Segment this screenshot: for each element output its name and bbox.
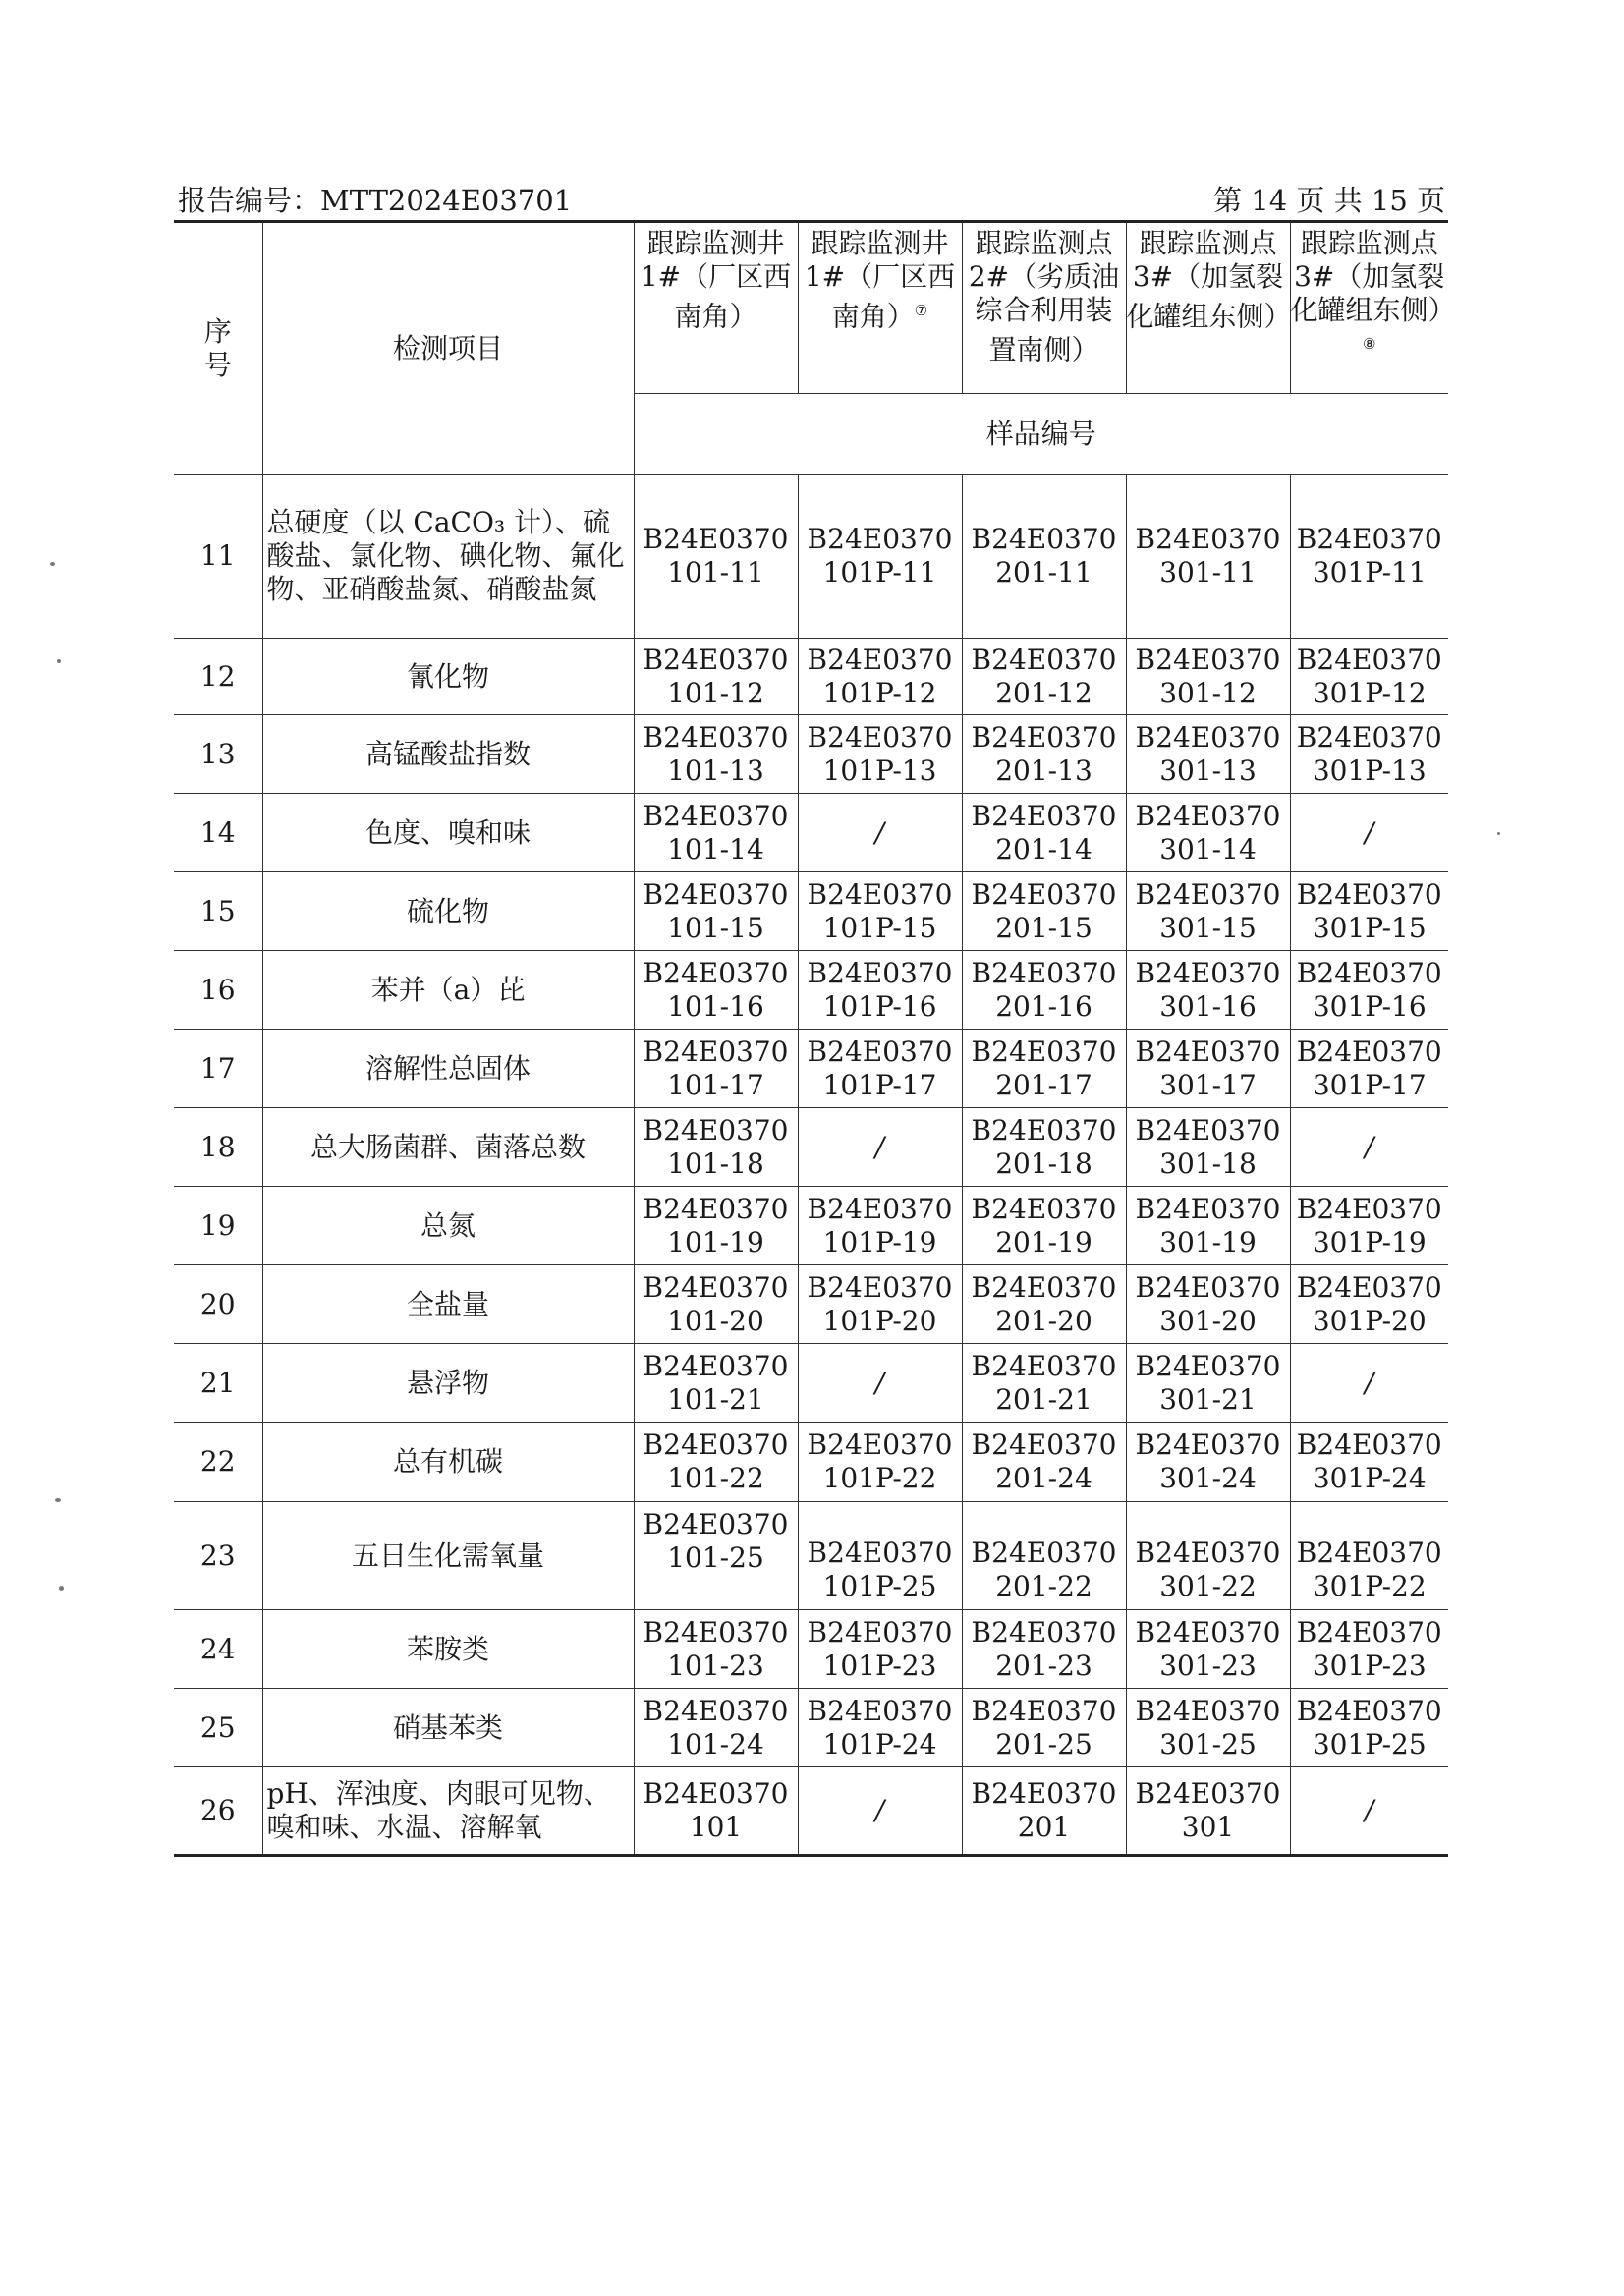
header-point-3	[962, 222, 1126, 394]
row-number: 22	[174, 1423, 262, 1502]
sample-code-5: B24E0370301P-15	[1290, 872, 1448, 951]
sample-code-2: B24E0370101P-19	[798, 1187, 962, 1265]
sample-code-2: B24E0370101P-11	[798, 475, 962, 639]
row-item: 全盐量	[262, 1265, 634, 1344]
sample-code-2: /	[798, 794, 962, 872]
sample-code-1: B24E0370101-22	[634, 1423, 798, 1502]
row-number: 17	[174, 1030, 262, 1108]
row-item: 色度、嗅和味	[262, 794, 634, 872]
sample-code-2: B24E0370101P-25	[798, 1502, 962, 1610]
sample-code-4: B24E0370301-11	[1126, 475, 1290, 639]
header-seq-label: 序号	[203, 314, 232, 381]
sample-code-5: B24E0370301P-19	[1290, 1187, 1448, 1265]
row-number: 15	[174, 872, 262, 951]
row-item: 高锰酸盐指数	[262, 715, 634, 794]
sample-code-2: B24E0370101P-15	[798, 872, 962, 951]
sample-code-5: B24E0370301P-12	[1290, 639, 1448, 715]
sample-code-2: B24E0370101P-23	[798, 1610, 962, 1689]
sample-code-4: B24E0370301-17	[1126, 1030, 1290, 1108]
table-row	[174, 639, 1448, 715]
row-item: 悬浮物	[262, 1344, 634, 1423]
sample-code-1: B24E0370101-16	[634, 951, 798, 1030]
sample-code-3: B24E0370201-22	[962, 1502, 1126, 1610]
sample-code-3: B24E0370201	[962, 1767, 1126, 1856]
sample-code-3: B24E0370201-17	[962, 1030, 1126, 1108]
header-point-2-text: 跟踪监测井1#（厂区西南角）	[804, 227, 956, 333]
page-header	[178, 179, 1445, 218]
scan-speck	[1497, 832, 1500, 835]
sample-code-1: B24E0370101-21	[634, 1344, 798, 1423]
table-row	[174, 872, 1448, 951]
table-row	[174, 475, 1448, 639]
header-point-5-mark: ⑧	[1363, 335, 1376, 353]
header-point-4	[1126, 222, 1290, 394]
sample-code-1: B24E0370101-25	[634, 1502, 798, 1610]
sample-code-5: B24E0370301P-16	[1290, 951, 1448, 1030]
header-point-5-text: 跟踪监测点3#（加氢裂化罐组东侧）	[1290, 227, 1456, 326]
sample-code-1: B24E0370101-18	[634, 1108, 798, 1187]
sample-code-4: B24E0370301-25	[1126, 1689, 1290, 1767]
table-row	[174, 1502, 1448, 1610]
row-number: 12	[174, 639, 262, 715]
row-number: 14	[174, 794, 262, 872]
row-item: 溶解性总固体	[262, 1030, 634, 1108]
row-number: 13	[174, 715, 262, 794]
row-number: 16	[174, 951, 262, 1030]
row-number: 21	[174, 1344, 262, 1423]
sample-code-5: B24E0370301P-13	[1290, 715, 1448, 794]
sample-code-2: B24E0370101P-24	[798, 1689, 962, 1767]
sample-code-5: B24E0370301P-22	[1290, 1502, 1448, 1610]
header-sample-id: 样品编号	[634, 394, 1448, 475]
table-body	[174, 475, 1448, 1856]
sample-code-3: B24E0370201-24	[962, 1423, 1126, 1502]
row-number: 11	[174, 475, 262, 639]
row-item: 硫化物	[262, 872, 634, 951]
row-item: 总硬度（以 CaCO₃ 计）、硫酸盐、氯化物、碘化物、氟化物、亚硝酸盐氮、硝酸盐氮	[262, 475, 634, 639]
row-item: 总氮	[262, 1187, 634, 1265]
sample-code-4: B24E0370301-16	[1126, 951, 1290, 1030]
table-head	[174, 222, 1456, 475]
table-row	[174, 1108, 1448, 1187]
sample-code-5: B24E0370301P-20	[1290, 1265, 1448, 1344]
sample-code-1: B24E0370101-20	[634, 1265, 798, 1344]
sample-code-5: B24E0370301P-24	[1290, 1423, 1448, 1502]
table-row	[174, 1610, 1448, 1689]
header-seq	[174, 222, 262, 475]
sample-code-5: /	[1290, 1767, 1448, 1856]
sample-code-1: B24E0370101-11	[634, 475, 798, 639]
page-info: 第 14 页 共 15 页	[1213, 184, 1445, 217]
sample-code-1: B24E0370101-12	[634, 639, 798, 715]
header-point-2	[798, 222, 962, 394]
row-number: 19	[174, 1187, 262, 1265]
sample-code-3: B24E0370201-15	[962, 872, 1126, 951]
table-row	[174, 1689, 1448, 1767]
row-item: 硝基苯类	[262, 1689, 634, 1767]
sample-code-5: /	[1290, 1108, 1448, 1187]
header-item: 检测项目	[262, 222, 634, 475]
sample-code-4: B24E0370301-20	[1126, 1265, 1290, 1344]
header-point-2-mark: ⑦	[914, 302, 928, 319]
row-item: 苯并（a）芘	[262, 951, 634, 1030]
row-item: 总有机碳	[262, 1423, 634, 1502]
sample-code-4: B24E0370301-22	[1126, 1502, 1290, 1610]
table-row	[174, 715, 1448, 794]
sample-code-4: B24E0370301-15	[1126, 872, 1290, 951]
scan-speck	[50, 562, 55, 566]
sample-code-1: B24E0370101-15	[634, 872, 798, 951]
sample-code-5: B24E0370301P-17	[1290, 1030, 1448, 1108]
sample-code-4: B24E0370301-21	[1126, 1344, 1290, 1423]
row-number: 26	[174, 1767, 262, 1856]
sample-code-4: B24E0370301-23	[1126, 1610, 1290, 1689]
sample-code-1: B24E0370101-24	[634, 1689, 798, 1767]
sample-code-3: B24E0370201-21	[962, 1344, 1126, 1423]
row-number: 24	[174, 1610, 262, 1689]
report-number: 报告编号：MTT2024E03701	[178, 184, 573, 217]
table-row	[174, 1187, 1448, 1265]
sample-code-4: B24E0370301-19	[1126, 1187, 1290, 1265]
sample-code-4: B24E0370301-12	[1126, 639, 1290, 715]
header-point-3-text: 跟踪监测点2#（劣质油综合利用装置南侧）	[968, 227, 1120, 366]
table-row	[174, 1423, 1448, 1502]
sample-code-4: B24E0370301-13	[1126, 715, 1290, 794]
row-number: 23	[174, 1502, 262, 1610]
sample-code-5: /	[1290, 1344, 1448, 1423]
sample-code-2: B24E0370101P-13	[798, 715, 962, 794]
sample-code-4: B24E0370301-24	[1126, 1423, 1290, 1502]
sample-code-4: B24E0370301-18	[1126, 1108, 1290, 1187]
row-item: 总大肠菌群、菌落总数	[262, 1108, 634, 1187]
row-number: 25	[174, 1689, 262, 1767]
sample-code-1: B24E0370101-13	[634, 715, 798, 794]
sample-code-4: B24E0370301	[1126, 1767, 1290, 1856]
header-point-1	[634, 222, 798, 394]
sample-code-3: B24E0370201-13	[962, 715, 1126, 794]
row-number: 20	[174, 1265, 262, 1344]
row-item: pH、浑浊度、肉眼可见物、嗅和味、水温、溶解氧	[262, 1767, 634, 1856]
sample-code-2: /	[798, 1344, 962, 1423]
sample-code-1: B24E0370101	[634, 1767, 798, 1856]
sample-code-3: B24E0370201-14	[962, 794, 1126, 872]
sample-code-1: B24E0370101-23	[634, 1610, 798, 1689]
scan-speck	[55, 1498, 61, 1502]
sample-code-4: B24E0370301-14	[1126, 794, 1290, 872]
sample-id-table	[174, 220, 1456, 1857]
table-row	[174, 951, 1448, 1030]
sample-code-2: B24E0370101P-20	[798, 1265, 962, 1344]
sample-code-2: /	[798, 1108, 962, 1187]
sample-code-3: B24E0370201-12	[962, 639, 1126, 715]
sample-code-3: B24E0370201-20	[962, 1265, 1126, 1344]
sample-code-3: B24E0370201-19	[962, 1187, 1126, 1265]
sample-code-2: /	[798, 1767, 962, 1856]
sample-code-2: B24E0370101P-16	[798, 951, 962, 1030]
sample-code-1: B24E0370101-14	[634, 794, 798, 872]
table-row	[174, 1344, 1448, 1423]
scan-speck	[57, 659, 61, 663]
sample-code-3: B24E0370201-23	[962, 1610, 1126, 1689]
sample-code-3: B24E0370201-16	[962, 951, 1126, 1030]
sample-code-3: B24E0370201-25	[962, 1689, 1126, 1767]
header-point-5	[1290, 222, 1456, 394]
sample-code-2: B24E0370101P-12	[798, 639, 962, 715]
table-row	[174, 1030, 1448, 1108]
scan-speck	[59, 1586, 64, 1591]
table-row	[174, 1767, 1448, 1856]
header-point-1-text: 跟踪监测井1#（厂区西南角）	[640, 227, 792, 333]
sample-code-3: B24E0370201-18	[962, 1108, 1126, 1187]
sample-code-3: B24E0370201-11	[962, 475, 1126, 639]
sample-code-1: B24E0370101-17	[634, 1030, 798, 1108]
sample-code-5: B24E0370301P-23	[1290, 1610, 1448, 1689]
row-number: 18	[174, 1108, 262, 1187]
row-item: 氰化物	[262, 639, 634, 715]
header-point-4-text: 跟踪监测点3#（加氢裂化罐组东侧）	[1126, 227, 1292, 333]
sample-code-2: B24E0370101P-17	[798, 1030, 962, 1108]
sample-code-5: /	[1290, 794, 1448, 872]
table-row	[174, 794, 1448, 872]
sample-code-5: B24E0370301P-11	[1290, 475, 1448, 639]
sample-code-5: B24E0370301P-25	[1290, 1689, 1448, 1767]
row-item: 苯胺类	[262, 1610, 634, 1689]
row-item: 五日生化需氧量	[262, 1502, 634, 1610]
table-row	[174, 1265, 1448, 1344]
sample-code-2: B24E0370101P-22	[798, 1423, 962, 1502]
sample-code-1: B24E0370101-19	[634, 1187, 798, 1265]
